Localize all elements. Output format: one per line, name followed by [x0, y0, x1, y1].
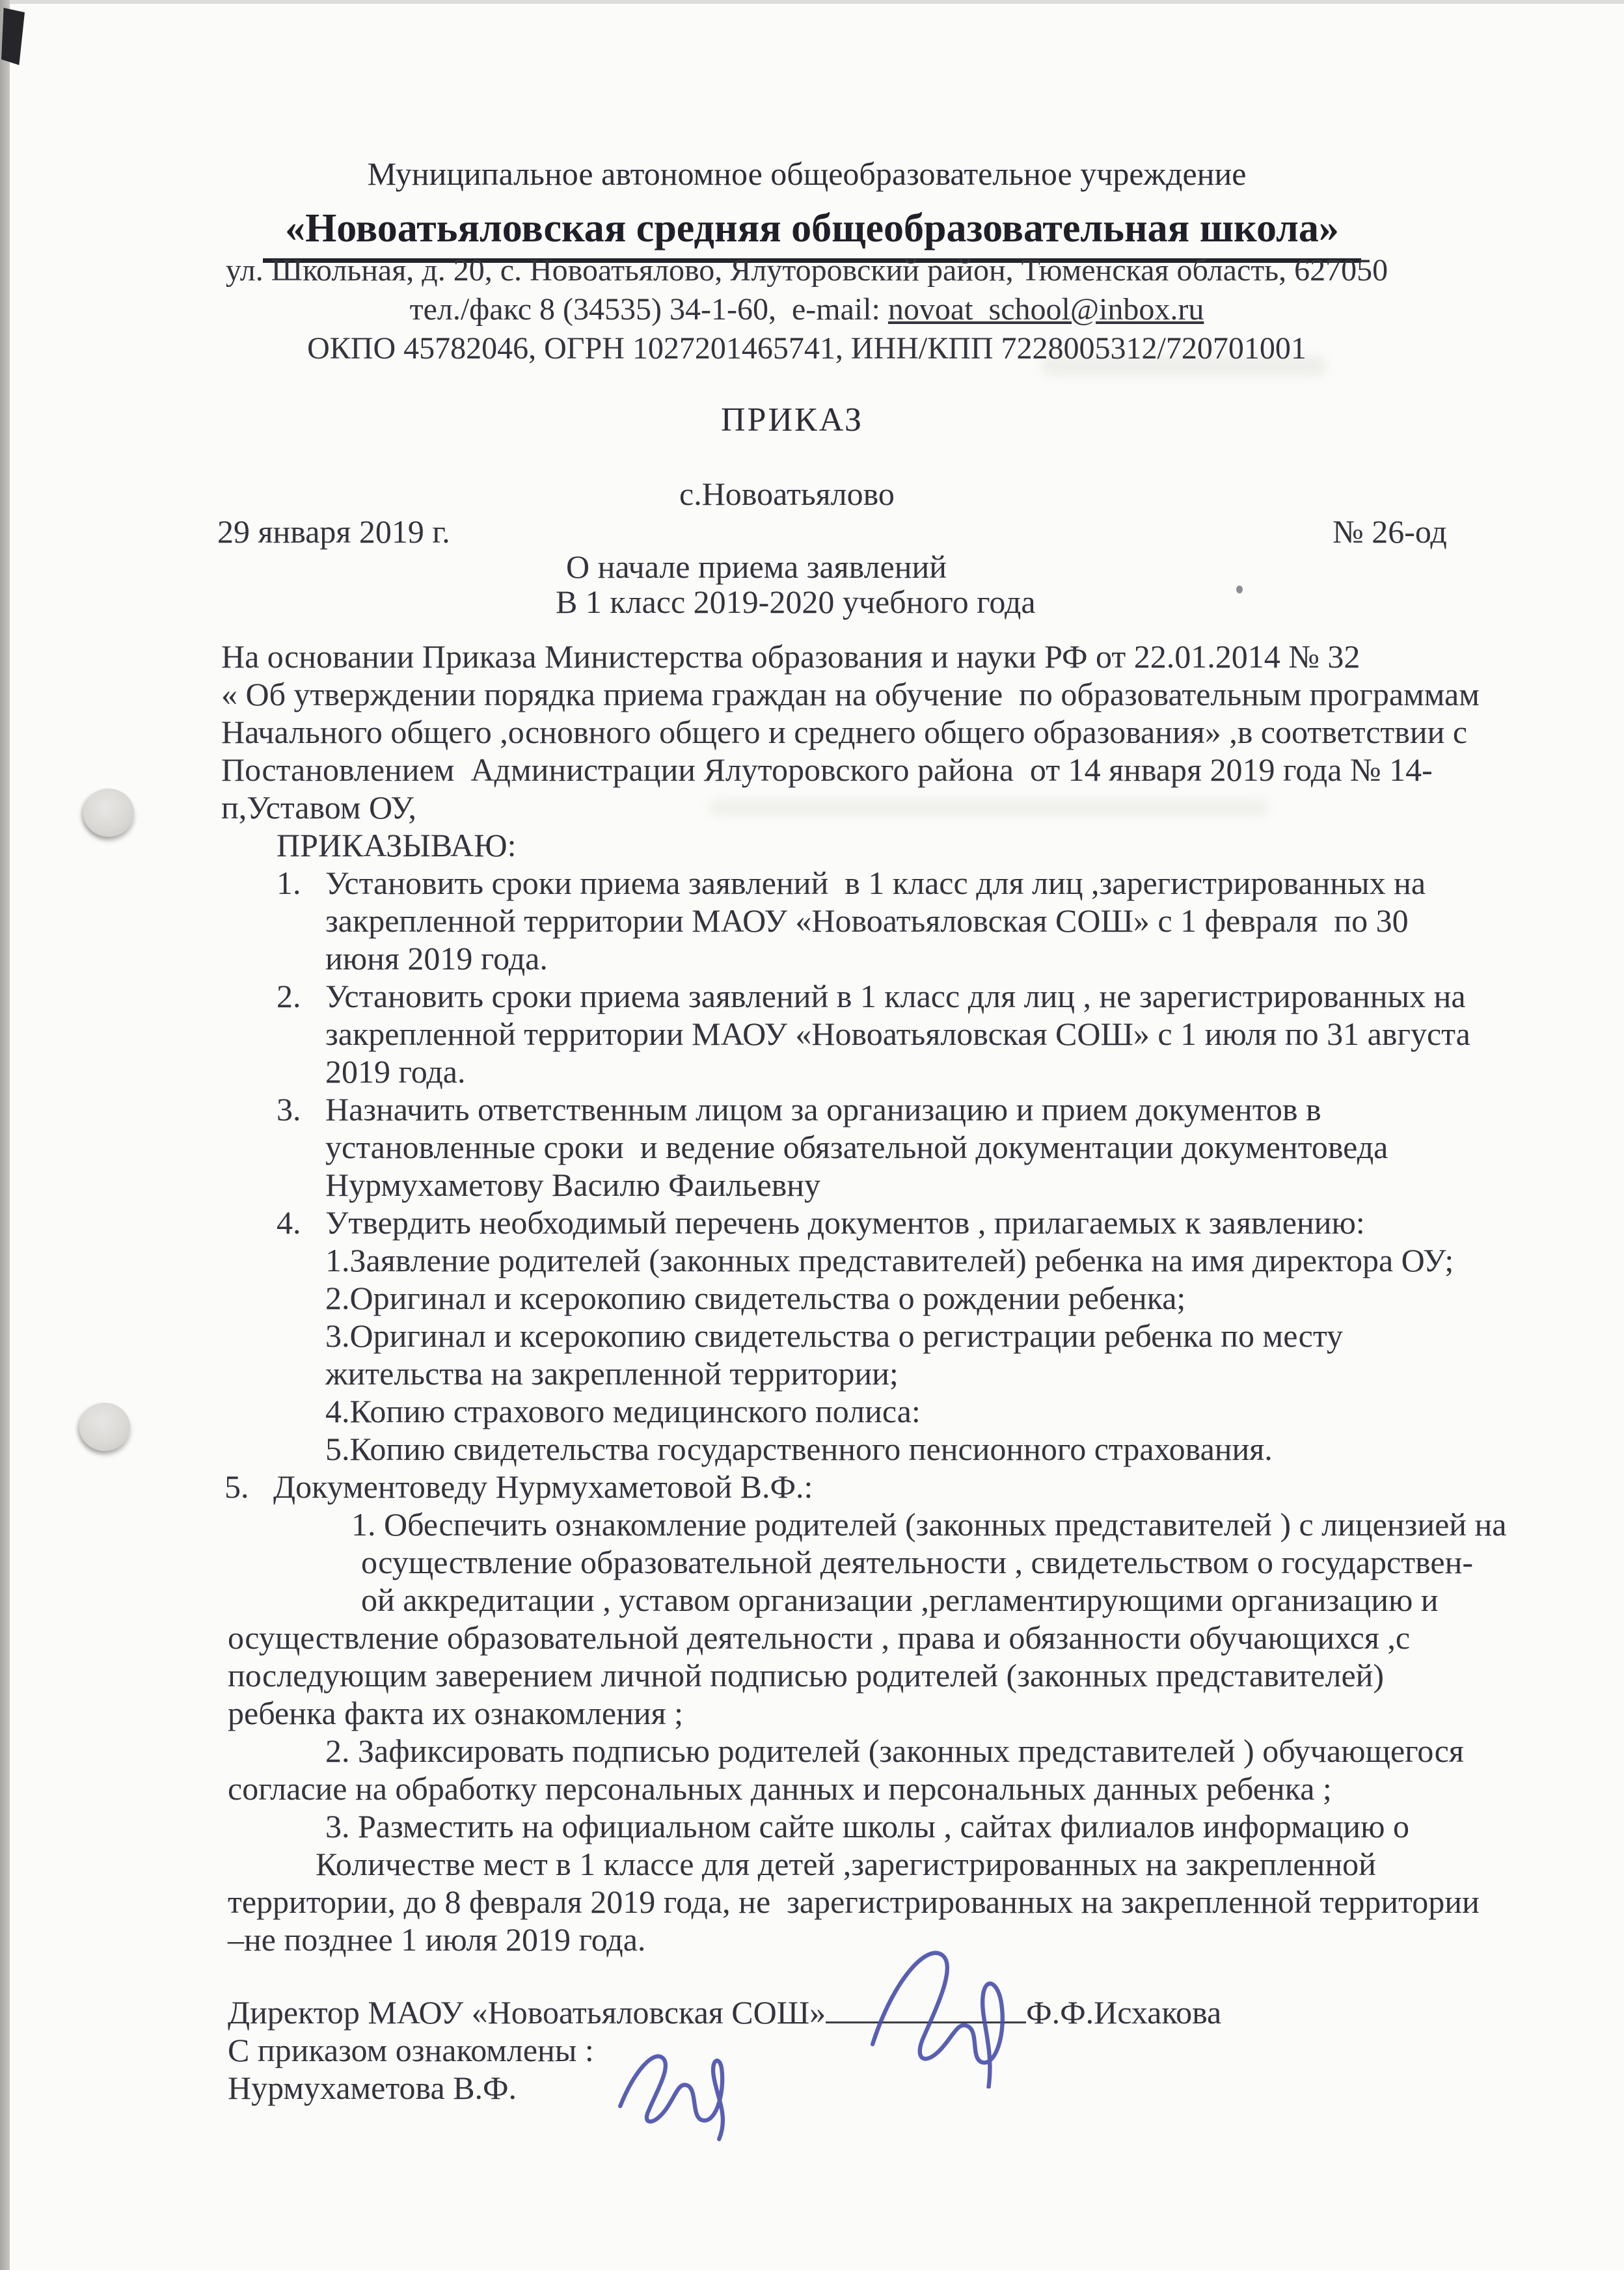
item-1-line: июня 2019 года. [325, 940, 548, 977]
org-contact-line [156, 291, 1457, 328]
item-5-sub3-line: Количестве мест в 1 классе для детей ,зарегистрированных на закрепленной [316, 1846, 1376, 1882]
scan-edge-left [0, 0, 10, 2270]
item-4-subline: 5.Копию свидетельства государственного пенсионного страхования. [325, 1431, 1273, 1467]
director-name: Ф.Ф.Исхакова [1026, 1994, 1222, 2031]
item-5-sub1-line: осуществление образовательной деятельности , свидетельством о государствен- [361, 1544, 1474, 1580]
item-1-line: закрепленной территории МАОУ «Новоатьяловская СОШ» с 1 февраля по 30 [325, 902, 1409, 939]
email-link[interactable]: novoat_school@inbox.ru [887, 292, 1204, 327]
item-2-line: закрепленной территории МАОУ «Новоатьяловская СОШ» с 1 июля по 31 августа [325, 1016, 1470, 1052]
item-5-sub2-line: 2. Зафиксировать подписью родителей (законных представителей ) обучающегося [325, 1733, 1464, 1769]
item-5-sub1-line: последующим заверением личной подписью родителей (законных представителей) [228, 1657, 1385, 1694]
ack-label-line: С приказом ознакомлены : [228, 2032, 594, 2068]
item-5-sub1-line: ой аккредитации , уставом организации ,регламентирующими организацию и [361, 1582, 1439, 1618]
scan-dot-artifact [1236, 586, 1243, 593]
item-2-line: 2019 года. [325, 1053, 466, 1090]
item-3-line: установленные сроки и ведение обязательной документации документоведа [325, 1129, 1388, 1165]
org-name-text: «Новоатьяловская средняя общеобразовательная школа» [263, 206, 1361, 263]
item-3-line: Нурмухаметову Василю Фаильевну [325, 1167, 821, 1203]
org-type-line: Муниципальное автономное общеобразовательное учреждение [367, 155, 1247, 192]
preamble-line: На основании Приказа Министерства образования и науки РФ от 22.01.2014 № 32 [221, 638, 1360, 675]
preamble-line: Постановлением Администрации Ялуторовского района от 14 января 2019 года № 14- [221, 751, 1433, 788]
prikaz-word: ПРИКАЗЫВАЮ: [277, 827, 517, 863]
org-codes-line: ОКПО 45782046, ОГРН 1027201465741, ИНН/КПП 7228005312/720701001 [307, 331, 1306, 366]
item-4-subline: жительства на закрепленной территории; [325, 1355, 899, 1392]
item-5-sub1-line: ребенка факта их ознакомления ; [228, 1695, 683, 1731]
doc-type-title: ПРИКАЗ [721, 401, 864, 439]
director-handwritten-signature [860, 1934, 1040, 2088]
preamble-line: п,Уставом ОУ, [221, 789, 416, 826]
ack-handwritten-signature [610, 2018, 748, 2142]
ack-name-line: Нурмухаметова В.Ф. [228, 2070, 517, 2106]
order-body [221, 638, 1601, 2107]
item-5-sub3-line: –не позднее 1 июля 2019 года. [228, 1921, 646, 1958]
scan-corner-mark [1, 8, 25, 65]
director-label: Директор МАОУ «Новоатьяловская СОШ» [228, 1994, 826, 2031]
order-subject-line-2: В 1 класс 2019-2020 учебного года [556, 584, 1036, 620]
item-4-subline: 1.Заявление родителей (законных представителей) ребенка на имя директора ОУ; [325, 1242, 1454, 1278]
preamble-line: Начального общего ,основного общего и среднего общего образования» ,в соответствии с [221, 714, 1468, 750]
item-5-sub1-line: 1. Обеспечить ознакомление родителей (законных представителей ) с лицензией на [351, 1506, 1507, 1543]
item-5-sub3-line: территории, до 8 февраля 2019 года, не зарегистрированных на закрепленной территории [228, 1884, 1480, 1920]
place-line: с.Новоатьялово [679, 476, 895, 512]
org-address-line: ул. Школьная, д. 20, с. Новоатьялово, Ялуторовский район, Тюменская область, 627050 [225, 253, 1388, 288]
phone-fax-text: тел./факс 8 (34535) 34-1-60, e-mail: [409, 292, 888, 327]
punch-hole-top [83, 789, 134, 837]
order-date: 29 января 2019 г. [217, 513, 450, 550]
item-5-sub1-line: осуществление образовательной деятельности , права и обязанности обучающихся ,с [228, 1619, 1411, 1656]
item-1-line: 1. Установить сроки приема заявлений в 1 класс для лиц ,зарегистрированных на [277, 865, 1426, 901]
punch-hole-bottom [79, 1403, 130, 1451]
item-5-sub2-line: согласие на обработку персональных данных и персональных данных ребенка ; [228, 1770, 1332, 1807]
scan-edge-top [0, 0, 1624, 4]
item-4-subline: 3.Оригинал и ксерокопию свидетельства о регистрации ребенка по месту [325, 1317, 1344, 1354]
order-number: № 26-од [1333, 513, 1447, 550]
order-subject-line-1: О начале приема заявлений [566, 548, 947, 585]
item-4-line: 4. Утвердить необходимый перечень документов , прилагаемых к заявлению: [277, 1204, 1365, 1241]
item-5-line: 5. Документоведу Нурмухаметовой В.Ф.: [224, 1468, 813, 1505]
preamble-line: « Об утверждении порядка приема граждан на обучение по образовательным программам [221, 676, 1480, 712]
item-3-line: 3. Назначить ответственным лицом за организацию и прием документов в [277, 1091, 1321, 1128]
item-4-subline: 4.Копию страхового медицинского полиса: [325, 1393, 921, 1429]
item-4-subline: 2.Оригинал и ксерокопию свидетельства о рождении ребенка; [325, 1280, 1186, 1316]
item-5-sub3-line: 3. Разместить на официальном сайте школы , сайтах филиалов информацию о [325, 1808, 1409, 1844]
item-2-line: 2. Установить сроки приема заявлений в 1 класс для лиц , не зарегистрированных на [277, 978, 1466, 1014]
